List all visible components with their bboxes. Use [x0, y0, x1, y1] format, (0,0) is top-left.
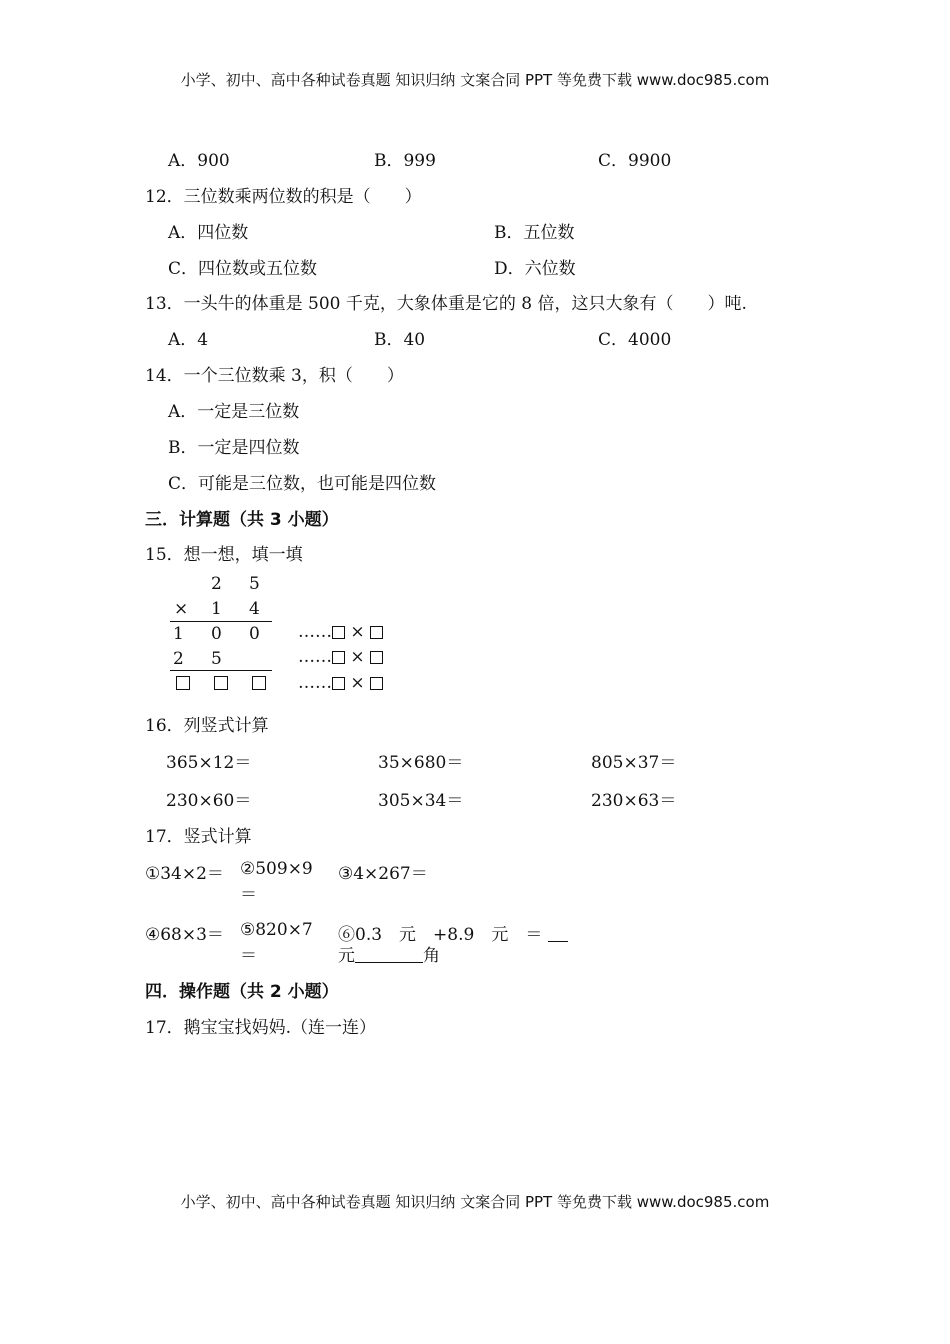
q17-item-6-text: ⑥0.3 元 +8.9 元 ＝	[338, 925, 543, 945]
q17-item-1: ①34×2＝	[145, 864, 224, 884]
q17-item-4: ④68×3＝	[145, 925, 224, 945]
q15-fill-box[interactable]	[370, 626, 383, 639]
q17-item-5: ⑤820×7	[240, 920, 313, 940]
q15-dots: ……	[298, 647, 332, 667]
q15-stem: 15．想一想，填一填	[145, 545, 303, 565]
q17-stem: 17．竖式计算	[145, 827, 252, 847]
section-4-title: 四．操作题（共 2 小题）	[145, 982, 339, 1002]
q15-times-sign: ×	[174, 599, 189, 619]
q16-stem: 16．列竖式计算	[145, 716, 269, 736]
q11-option-c: C．9900	[598, 151, 672, 171]
q17-item-2-eq: ＝	[240, 885, 257, 905]
q16-item: 230×63＝	[591, 791, 677, 811]
q15-digit: 2	[211, 574, 222, 594]
q12-option-b: B．五位数	[494, 223, 575, 243]
q15-times: ×	[350, 647, 365, 667]
q15-fill-box[interactable]	[370, 651, 383, 664]
q15-fill-line-3	[298, 673, 383, 693]
q16-item: 230×60＝	[166, 791, 252, 811]
q13-option-b: B．40	[374, 330, 426, 350]
q15-digit: 1	[173, 624, 184, 644]
q13-option-a: A．4	[168, 330, 209, 350]
q15-times: ×	[350, 673, 365, 693]
q15-fill-box[interactable]	[332, 626, 345, 639]
q15-fill-box[interactable]	[332, 651, 345, 664]
q12-option-c: C．四位数或五位数	[168, 259, 318, 279]
q17-jiao-unit: 角	[423, 946, 440, 966]
q11-option-a: A．900	[168, 151, 230, 171]
section-3-title: 三．计算题（共 3 小题）	[145, 510, 339, 530]
q16-item: 305×34＝	[378, 791, 464, 811]
q15-dots: ……	[298, 622, 332, 642]
q16-item: 805×37＝	[591, 753, 677, 773]
q12-stem: 12．三位数乘两位数的积是（ ）	[145, 187, 422, 207]
q16-item: 35×680＝	[378, 753, 464, 773]
q15-digit: 0	[249, 624, 260, 644]
q17-item-2: ②509×9	[240, 859, 313, 879]
q15-fill-box[interactable]	[370, 677, 383, 690]
q13-stem: 13．一头牛的体重是 500 千克，大象体重是它的 8 倍，这只大象有（ ）吨.	[145, 294, 747, 314]
page-footer: 小学、初中、高中各种试卷真题 知识归纳 文案合同 PPT 等免费下载 www.doc985.com	[180, 1193, 770, 1211]
q14-option-b: B．一定是四位数	[168, 438, 300, 458]
page-header: 小学、初中、高中各种试卷真题 知识归纳 文案合同 PPT 等免费下载 www.doc985.com	[180, 71, 770, 89]
q15-fill-line-2	[298, 647, 383, 667]
q15-digit: 5	[249, 574, 260, 594]
q15-rule-1	[170, 621, 272, 622]
q15-digit: 0	[211, 624, 222, 644]
q15-times: ×	[350, 622, 365, 642]
q14-stem: 14．一个三位数乘 3，积（ ）	[145, 366, 404, 386]
q15-answer-box[interactable]	[214, 676, 228, 690]
q17-yuan-blank[interactable]	[548, 927, 568, 942]
q16-item: 365×12＝	[166, 753, 252, 773]
q14-option-a: A．一定是三位数	[168, 402, 300, 422]
q15-fill-line-1	[298, 622, 383, 642]
q15-dots: ……	[298, 673, 332, 693]
q17-jiao-blank[interactable]	[355, 948, 423, 963]
q15-answer-box[interactable]	[176, 676, 190, 690]
q12-option-d: D．六位数	[494, 259, 576, 279]
q15-digit: 5	[211, 649, 222, 669]
q17b-stem: 17．鹅宝宝找妈妈.（连一连）	[145, 1018, 377, 1038]
q15-answer-box[interactable]	[252, 676, 266, 690]
q17-yuan-unit: 元	[338, 946, 355, 966]
q11-option-b: B．999	[374, 151, 436, 171]
q17-item-5-eq: ＝	[240, 946, 257, 966]
q15-digit: 2	[173, 649, 184, 669]
q15-fill-box[interactable]	[332, 677, 345, 690]
q12-option-a: A．四位数	[168, 223, 249, 243]
q13-option-c: C．4000	[598, 330, 672, 350]
q15-rule-2	[170, 670, 272, 671]
q17-item-6-line2	[338, 941, 440, 966]
q14-option-c: C．可能是三位数，也可能是四位数	[168, 474, 437, 494]
q15-digit: 1	[211, 599, 222, 619]
q15-digit: 4	[249, 599, 260, 619]
q17-item-3: ③4×267＝	[338, 864, 428, 884]
